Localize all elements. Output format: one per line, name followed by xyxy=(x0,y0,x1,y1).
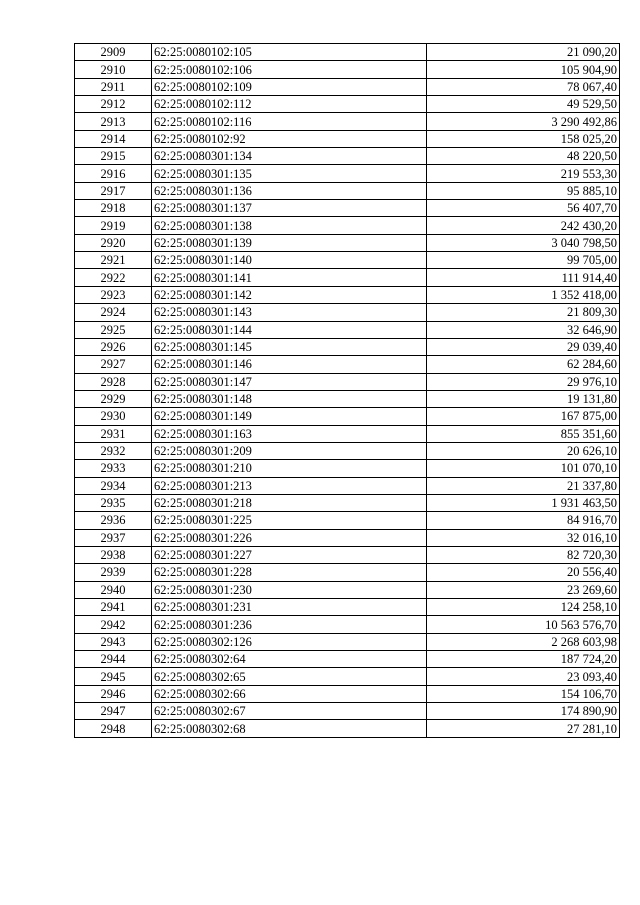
table-row xyxy=(75,61,620,78)
row-number-cell: 2922 xyxy=(75,269,152,286)
cadastral-value-cell: 29 039,40 xyxy=(427,338,620,355)
row-number-cell: 2935 xyxy=(75,494,152,511)
table-row xyxy=(75,668,620,685)
cadastral-number-cell: 62:25:0080301:142 xyxy=(152,286,427,303)
cadastral-value-cell: 56 407,70 xyxy=(427,200,620,217)
cadastral-number-cell: 62:25:0080301:218 xyxy=(152,494,427,511)
table-row xyxy=(75,148,620,165)
row-number-cell: 2928 xyxy=(75,373,152,390)
cadastral-number-cell: 62:25:0080301:163 xyxy=(152,425,427,442)
cadastral-value-cell: 3 290 492,86 xyxy=(427,113,620,130)
cadastral-value-cell: 32 016,10 xyxy=(427,529,620,546)
cadastral-value-cell: 78 067,40 xyxy=(427,78,620,95)
row-number-cell: 2948 xyxy=(75,720,152,737)
table-row xyxy=(75,494,620,511)
row-number-cell: 2940 xyxy=(75,581,152,598)
cadastral-value-cell: 1 352 418,00 xyxy=(427,286,620,303)
cadastral-number-cell: 62:25:0080102:105 xyxy=(152,44,427,61)
cadastral-value-cell: 23 269,60 xyxy=(427,581,620,598)
cadastral-value-cell: 84 916,70 xyxy=(427,512,620,529)
cadastral-value-cell: 10 563 576,70 xyxy=(427,616,620,633)
row-number-cell: 2943 xyxy=(75,633,152,650)
cadastral-value-cell: 48 220,50 xyxy=(427,148,620,165)
cadastral-value-cell: 23 093,40 xyxy=(427,668,620,685)
row-number-cell: 2937 xyxy=(75,529,152,546)
table-row xyxy=(75,200,620,217)
row-number-cell: 2914 xyxy=(75,130,152,147)
cadastral-number-cell: 62:25:0080301:209 xyxy=(152,442,427,459)
cadastral-number-cell: 62:25:0080301:210 xyxy=(152,460,427,477)
cadastral-number-cell: 62:25:0080301:147 xyxy=(152,373,427,390)
row-number-cell: 2925 xyxy=(75,321,152,338)
cadastral-number-cell: 62:25:0080302:67 xyxy=(152,703,427,720)
cadastral-number-cell: 62:25:0080301:228 xyxy=(152,564,427,581)
cadastral-value-cell: 99 705,00 xyxy=(427,252,620,269)
cadastral-number-cell: 62:25:0080301:137 xyxy=(152,200,427,217)
row-number-cell: 2913 xyxy=(75,113,152,130)
table-row xyxy=(75,321,620,338)
cadastral-number-cell: 62:25:0080301:139 xyxy=(152,234,427,251)
cadastral-number-cell: 62:25:0080301:230 xyxy=(152,581,427,598)
table-row xyxy=(75,234,620,251)
cadastral-number-cell: 62:25:0080102:109 xyxy=(152,78,427,95)
cadastral-value-table xyxy=(74,43,620,738)
table-row xyxy=(75,96,620,113)
cadastral-number-cell: 62:25:0080302:66 xyxy=(152,685,427,702)
cadastral-number-cell: 62:25:0080301:138 xyxy=(152,217,427,234)
table-row xyxy=(75,581,620,598)
cadastral-number-cell: 62:25:0080102:106 xyxy=(152,61,427,78)
row-number-cell: 2911 xyxy=(75,78,152,95)
cadastral-number-cell: 62:25:0080301:140 xyxy=(152,252,427,269)
table-row xyxy=(75,460,620,477)
cadastral-number-cell: 62:25:0080102:116 xyxy=(152,113,427,130)
table-row xyxy=(75,685,620,702)
table-row xyxy=(75,130,620,147)
table-row xyxy=(75,720,620,737)
row-number-cell: 2936 xyxy=(75,512,152,529)
cadastral-value-cell: 62 284,60 xyxy=(427,356,620,373)
row-number-cell: 2912 xyxy=(75,96,152,113)
table-row xyxy=(75,599,620,616)
row-number-cell: 2927 xyxy=(75,356,152,373)
cadastral-number-cell: 62:25:0080301:226 xyxy=(152,529,427,546)
table-row xyxy=(75,286,620,303)
row-number-cell: 2933 xyxy=(75,460,152,477)
cadastral-value-cell: 29 976,10 xyxy=(427,373,620,390)
cadastral-value-cell: 2 268 603,98 xyxy=(427,633,620,650)
table-body xyxy=(75,44,620,738)
cadastral-value-cell: 19 131,80 xyxy=(427,390,620,407)
row-number-cell: 2924 xyxy=(75,304,152,321)
table-row xyxy=(75,425,620,442)
row-number-cell: 2909 xyxy=(75,44,152,61)
table-row xyxy=(75,477,620,494)
cadastral-number-cell: 62:25:0080301:144 xyxy=(152,321,427,338)
row-number-cell: 2916 xyxy=(75,165,152,182)
table-row xyxy=(75,217,620,234)
cadastral-value-cell: 82 720,30 xyxy=(427,546,620,563)
row-number-cell: 2918 xyxy=(75,200,152,217)
cadastral-value-cell: 174 890,90 xyxy=(427,703,620,720)
table-row xyxy=(75,651,620,668)
row-number-cell: 2920 xyxy=(75,234,152,251)
table-row xyxy=(75,182,620,199)
row-number-cell: 2910 xyxy=(75,61,152,78)
cadastral-value-cell: 855 351,60 xyxy=(427,425,620,442)
row-number-cell: 2926 xyxy=(75,338,152,355)
table-row xyxy=(75,44,620,61)
row-number-cell: 2939 xyxy=(75,564,152,581)
cadastral-number-cell: 62:25:0080302:126 xyxy=(152,633,427,650)
table-row xyxy=(75,165,620,182)
cadastral-number-cell: 62:25:0080301:149 xyxy=(152,408,427,425)
cadastral-value-cell: 242 430,20 xyxy=(427,217,620,234)
table-row xyxy=(75,113,620,130)
cadastral-number-cell: 62:25:0080301:136 xyxy=(152,182,427,199)
cadastral-number-cell: 62:25:0080301:143 xyxy=(152,304,427,321)
row-number-cell: 2938 xyxy=(75,546,152,563)
cadastral-number-cell: 62:25:0080302:65 xyxy=(152,668,427,685)
cadastral-value-cell: 158 025,20 xyxy=(427,130,620,147)
row-number-cell: 2947 xyxy=(75,703,152,720)
cadastral-number-cell: 62:25:0080301:227 xyxy=(152,546,427,563)
cadastral-number-cell: 62:25:0080301:225 xyxy=(152,512,427,529)
row-number-cell: 2929 xyxy=(75,390,152,407)
row-number-cell: 2946 xyxy=(75,685,152,702)
table-row xyxy=(75,252,620,269)
cadastral-value-cell: 105 904,90 xyxy=(427,61,620,78)
cadastral-number-cell: 62:25:0080301:134 xyxy=(152,148,427,165)
cadastral-number-cell: 62:25:0080301:135 xyxy=(152,165,427,182)
cadastral-number-cell: 62:25:0080301:145 xyxy=(152,338,427,355)
cadastral-value-cell: 154 106,70 xyxy=(427,685,620,702)
cadastral-value-cell: 49 529,50 xyxy=(427,96,620,113)
row-number-cell: 2934 xyxy=(75,477,152,494)
table-row xyxy=(75,269,620,286)
table-row xyxy=(75,564,620,581)
table-row xyxy=(75,546,620,563)
row-number-cell: 2921 xyxy=(75,252,152,269)
row-number-cell: 2915 xyxy=(75,148,152,165)
table-row xyxy=(75,390,620,407)
table-row xyxy=(75,304,620,321)
cadastral-value-cell: 124 258,10 xyxy=(427,599,620,616)
cadastral-value-cell: 21 337,80 xyxy=(427,477,620,494)
table-row xyxy=(75,78,620,95)
row-number-cell: 2932 xyxy=(75,442,152,459)
cadastral-value-cell: 3 040 798,50 xyxy=(427,234,620,251)
row-number-cell: 2942 xyxy=(75,616,152,633)
row-number-cell: 2923 xyxy=(75,286,152,303)
table-row xyxy=(75,408,620,425)
table-row xyxy=(75,703,620,720)
cadastral-number-cell: 62:25:0080301:148 xyxy=(152,390,427,407)
cadastral-number-cell: 62:25:0080102:92 xyxy=(152,130,427,147)
cadastral-number-cell: 62:25:0080302:68 xyxy=(152,720,427,737)
table-row xyxy=(75,373,620,390)
table-row xyxy=(75,442,620,459)
table-row xyxy=(75,633,620,650)
cadastral-number-cell: 62:25:0080102:112 xyxy=(152,96,427,113)
cadastral-value-cell: 20 626,10 xyxy=(427,442,620,459)
row-number-cell: 2945 xyxy=(75,668,152,685)
cadastral-value-cell: 101 070,10 xyxy=(427,460,620,477)
row-number-cell: 2931 xyxy=(75,425,152,442)
cadastral-value-cell: 21 090,20 xyxy=(427,44,620,61)
cadastral-number-cell: 62:25:0080301:213 xyxy=(152,477,427,494)
cadastral-value-cell: 32 646,90 xyxy=(427,321,620,338)
cadastral-value-cell: 20 556,40 xyxy=(427,564,620,581)
cadastral-number-cell: 62:25:0080301:231 xyxy=(152,599,427,616)
cadastral-value-cell: 219 553,30 xyxy=(427,165,620,182)
table-row xyxy=(75,616,620,633)
cadastral-value-cell: 187 724,20 xyxy=(427,651,620,668)
cadastral-value-cell: 27 281,10 xyxy=(427,720,620,737)
row-number-cell: 2944 xyxy=(75,651,152,668)
table-row xyxy=(75,529,620,546)
table-row xyxy=(75,512,620,529)
cadastral-number-cell: 62:25:0080301:146 xyxy=(152,356,427,373)
cadastral-value-cell: 21 809,30 xyxy=(427,304,620,321)
cadastral-value-cell: 95 885,10 xyxy=(427,182,620,199)
cadastral-number-cell: 62:25:0080302:64 xyxy=(152,651,427,668)
cadastral-value-cell: 1 931 463,50 xyxy=(427,494,620,511)
cadastral-number-cell: 62:25:0080301:141 xyxy=(152,269,427,286)
row-number-cell: 2919 xyxy=(75,217,152,234)
table-row xyxy=(75,356,620,373)
cadastral-value-cell: 167 875,00 xyxy=(427,408,620,425)
row-number-cell: 2930 xyxy=(75,408,152,425)
cadastral-number-cell: 62:25:0080301:236 xyxy=(152,616,427,633)
cadastral-value-cell: 111 914,40 xyxy=(427,269,620,286)
row-number-cell: 2941 xyxy=(75,599,152,616)
table-row xyxy=(75,338,620,355)
row-number-cell: 2917 xyxy=(75,182,152,199)
